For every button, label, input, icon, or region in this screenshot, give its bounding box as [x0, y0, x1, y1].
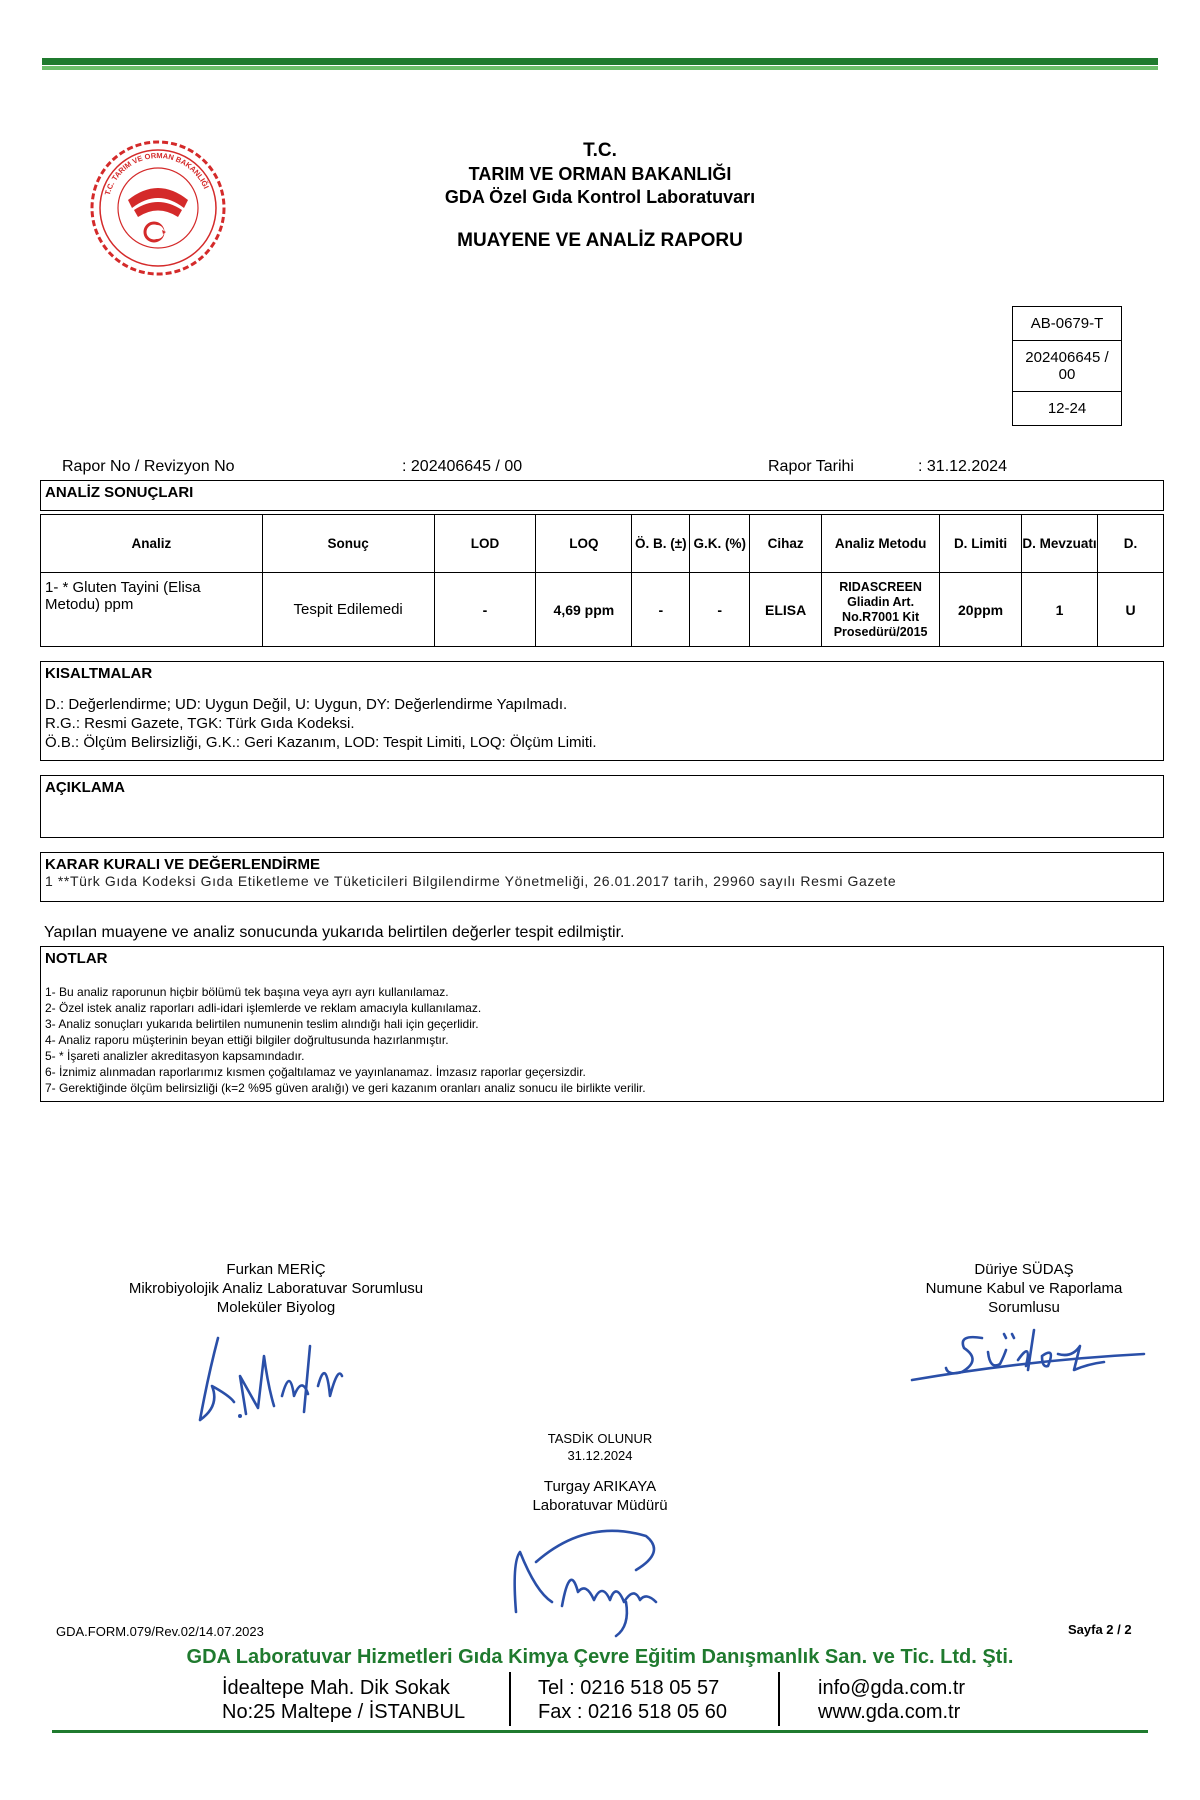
report-date-value: : 31.12.2024	[918, 458, 1007, 475]
approval-label: TASDİK OLUNUR	[547, 1431, 653, 1446]
right-signature	[908, 1320, 1148, 1386]
left-signatory	[100, 1260, 452, 1317]
document-period: 12-24	[1047, 400, 1087, 417]
cell-method: RIDASCREEN Gliadin Art. No.R7001 Kit Prosedürü/2015	[822, 573, 940, 647]
form-code: GDA.FORM.079/Rev.02/14.07.2023	[56, 1624, 264, 1639]
cell-analysis: 1- * Gluten Tayini (Elisa Metodu) ppm	[41, 573, 263, 647]
right-signatory-role: Numune Kabul ve Raporlama	[925, 1280, 1123, 1297]
note-item: 2- Özel istek analiz raporları adli-idari işlemlerde ve reklam amacıyla kullanılamaz.	[45, 1001, 482, 1015]
page-number: Sayfa 2 / 2	[1068, 1622, 1132, 1637]
company-name: GDA Laboratuvar Hizmetleri Gıda Kimya Çevre Eğitim Danışmanlık San. ve Tic. Ltd. Şti.	[186, 1646, 1014, 1668]
top-green-bar	[42, 58, 1158, 70]
column-header: Analiz Metodu	[822, 515, 940, 573]
column-header: Cihaz	[750, 515, 822, 573]
right-signatory-name: Düriye SÜDAŞ	[974, 1261, 1074, 1278]
decision-text: 1 **Türk Gıda Kodeksi Gıda Etiketleme ve Tüketicileri Bilgilendirme Yönetmeliği, 26.01.2017 tarih, 29960 sayılı Resmi Gazete	[45, 873, 897, 889]
results-header-row	[41, 515, 1164, 573]
cell-device: ELISA	[750, 573, 822, 647]
decision-section	[40, 852, 1164, 902]
note-item: 5- * İşareti analizler akreditasyon kapsamındadır.	[45, 1049, 305, 1063]
cell-ob: -	[632, 573, 690, 647]
column-header: D. Limiti	[940, 515, 1022, 573]
approval-name: Turgay ARIKAYA	[543, 1478, 657, 1495]
report-no-label: Rapor No / Revizyon No	[62, 458, 235, 475]
column-header: LOQ	[536, 515, 632, 573]
note-item: 7- Gerektiğinde ölçüm belirsizliği (k=2 %95 güven aralığı) ve geri kazanım oranları analiz sonucu ile birlikte verilir.	[45, 1081, 646, 1095]
approval-block	[450, 1430, 750, 1464]
approval-signatory	[450, 1477, 750, 1515]
website-link[interactable]: www.gda.com.tr	[818, 1701, 961, 1723]
email-link[interactable]: info@gda.com.tr	[818, 1677, 966, 1699]
cell-loq: 4,69 ppm	[536, 573, 632, 647]
cell-limit: 20ppm	[940, 573, 1022, 647]
approval-date: 31.12.2024	[567, 1448, 633, 1463]
abbreviations-section	[40, 661, 1164, 761]
explanation-title: AÇIKLAMA	[45, 779, 125, 796]
left-signature	[190, 1316, 360, 1428]
abbreviation-line: D.: Değerlendirme; UD: Uygun Değil, U: Uygun, DY: Değerlendirme Yapılmadı.	[45, 696, 568, 713]
header-ministry: TARIM VE ORMAN BAKANLIĞI	[468, 164, 732, 184]
column-header: Analiz	[41, 515, 263, 573]
results-table	[40, 514, 1164, 647]
phone-tel: Tel : 0216 518 05 57	[538, 1677, 720, 1699]
approval-role: Laboratuvar Müdürü	[532, 1497, 668, 1514]
decision-title: KARAR KURALI VE DEĞERLENDİRME	[45, 856, 321, 873]
phone-block	[538, 1676, 758, 1724]
results-title: ANALİZ SONUÇLARI	[45, 484, 194, 501]
contact-divider	[509, 1672, 511, 1726]
right-signatory-title: Sorumlusu	[988, 1299, 1060, 1316]
header-line1: T.C.	[583, 140, 617, 161]
statement-text: Yapılan muayene ve analiz sonucunda yukarıda belirtilen değerler tespit edilmiştir.	[44, 924, 625, 941]
bottom-green-bar	[52, 1730, 1148, 1733]
svg-text:T.C. TARIM VE ORMAN BAKANLIĞI: T.C. TARIM VE ORMAN BAKANLIĞI	[102, 150, 211, 197]
column-header: Sonuç	[262, 515, 434, 573]
cell-regulation: 1	[1022, 573, 1098, 647]
column-header: LOD	[434, 515, 536, 573]
cell-lod: -	[434, 573, 536, 647]
left-signatory-role: Mikrobiyolojik Analiz Laboratuvar Sorumlusu	[128, 1280, 424, 1297]
results-section	[40, 480, 1164, 511]
note-item: 4- Analiz raporu müşterinin beyan ettiği bilgiler doğrultusunda hazırlanmıştır.	[45, 1033, 449, 1047]
document-code-box	[1012, 306, 1122, 426]
notes-section	[40, 946, 1164, 1102]
column-header: D. Mevzuatı	[1022, 515, 1098, 573]
web-block	[818, 1676, 1038, 1724]
note-item: 1- Bu analiz raporunun hiçbir bölümü tek başına veya ayrı ayrı kullanılamaz.	[45, 985, 449, 999]
explanation-section	[40, 775, 1164, 838]
document-header	[0, 140, 1200, 252]
right-signatory	[906, 1260, 1142, 1317]
contact-divider	[778, 1672, 780, 1726]
column-header: Ö. B. (±)	[632, 515, 690, 573]
phone-fax: Fax : 0216 518 05 60	[538, 1701, 728, 1723]
cell-result: Tespit Edilemedi	[262, 573, 434, 647]
address-block	[222, 1676, 512, 1724]
abbreviation-line: R.G.: Resmi Gazete, TGK: Türk Gıda Kodeksi.	[45, 715, 355, 732]
left-signatory-title: Moleküler Biyolog	[216, 1299, 336, 1316]
cell-evaluation: U	[1098, 573, 1164, 647]
column-header: D.	[1098, 515, 1164, 573]
report-date-label: Rapor Tarihi	[768, 458, 854, 475]
notes-title: NOTLAR	[45, 950, 108, 967]
abbreviations-title: KISALTMALAR	[45, 665, 153, 682]
report-no-value: : 202406645 / 00	[402, 458, 523, 475]
note-item: 3- Analiz sonuçları yukarıda belirtilen numunenin teslim alındığı hali için geçerlidir.	[45, 1017, 479, 1031]
table-row	[41, 573, 1164, 647]
address-line1: İdealtepe Mah. Dik Sokak	[222, 1677, 450, 1699]
approval-signature	[506, 1522, 676, 1640]
address-line2: No:25 Maltepe / İSTANBUL	[222, 1701, 466, 1723]
document-title: MUAYENE VE ANALİZ RAPORU	[457, 230, 743, 251]
left-signatory-name: Furkan MERİÇ	[226, 1261, 326, 1278]
column-header: G.K. (%)	[690, 515, 750, 573]
abbreviation-line: Ö.B.: Ölçüm Belirsizliği, G.K.: Geri Kazanım, LOD: Tespit Limiti, LOQ: Ölçüm Limiti.	[45, 734, 597, 751]
header-lab: GDA Özel Gıda Kontrol Laboratuvarı	[444, 187, 756, 207]
cell-gk: -	[690, 573, 750, 647]
document-code: AB-0679-T	[1013, 307, 1121, 341]
document-report-ref: 202406645 / 00	[1013, 341, 1121, 392]
note-item: 6- İznimiz alınmadan raporlarımız kısmen çoğaltılamaz ve yayınlanamaz. İmzasız raporlar geçersizdir.	[45, 1065, 586, 1079]
